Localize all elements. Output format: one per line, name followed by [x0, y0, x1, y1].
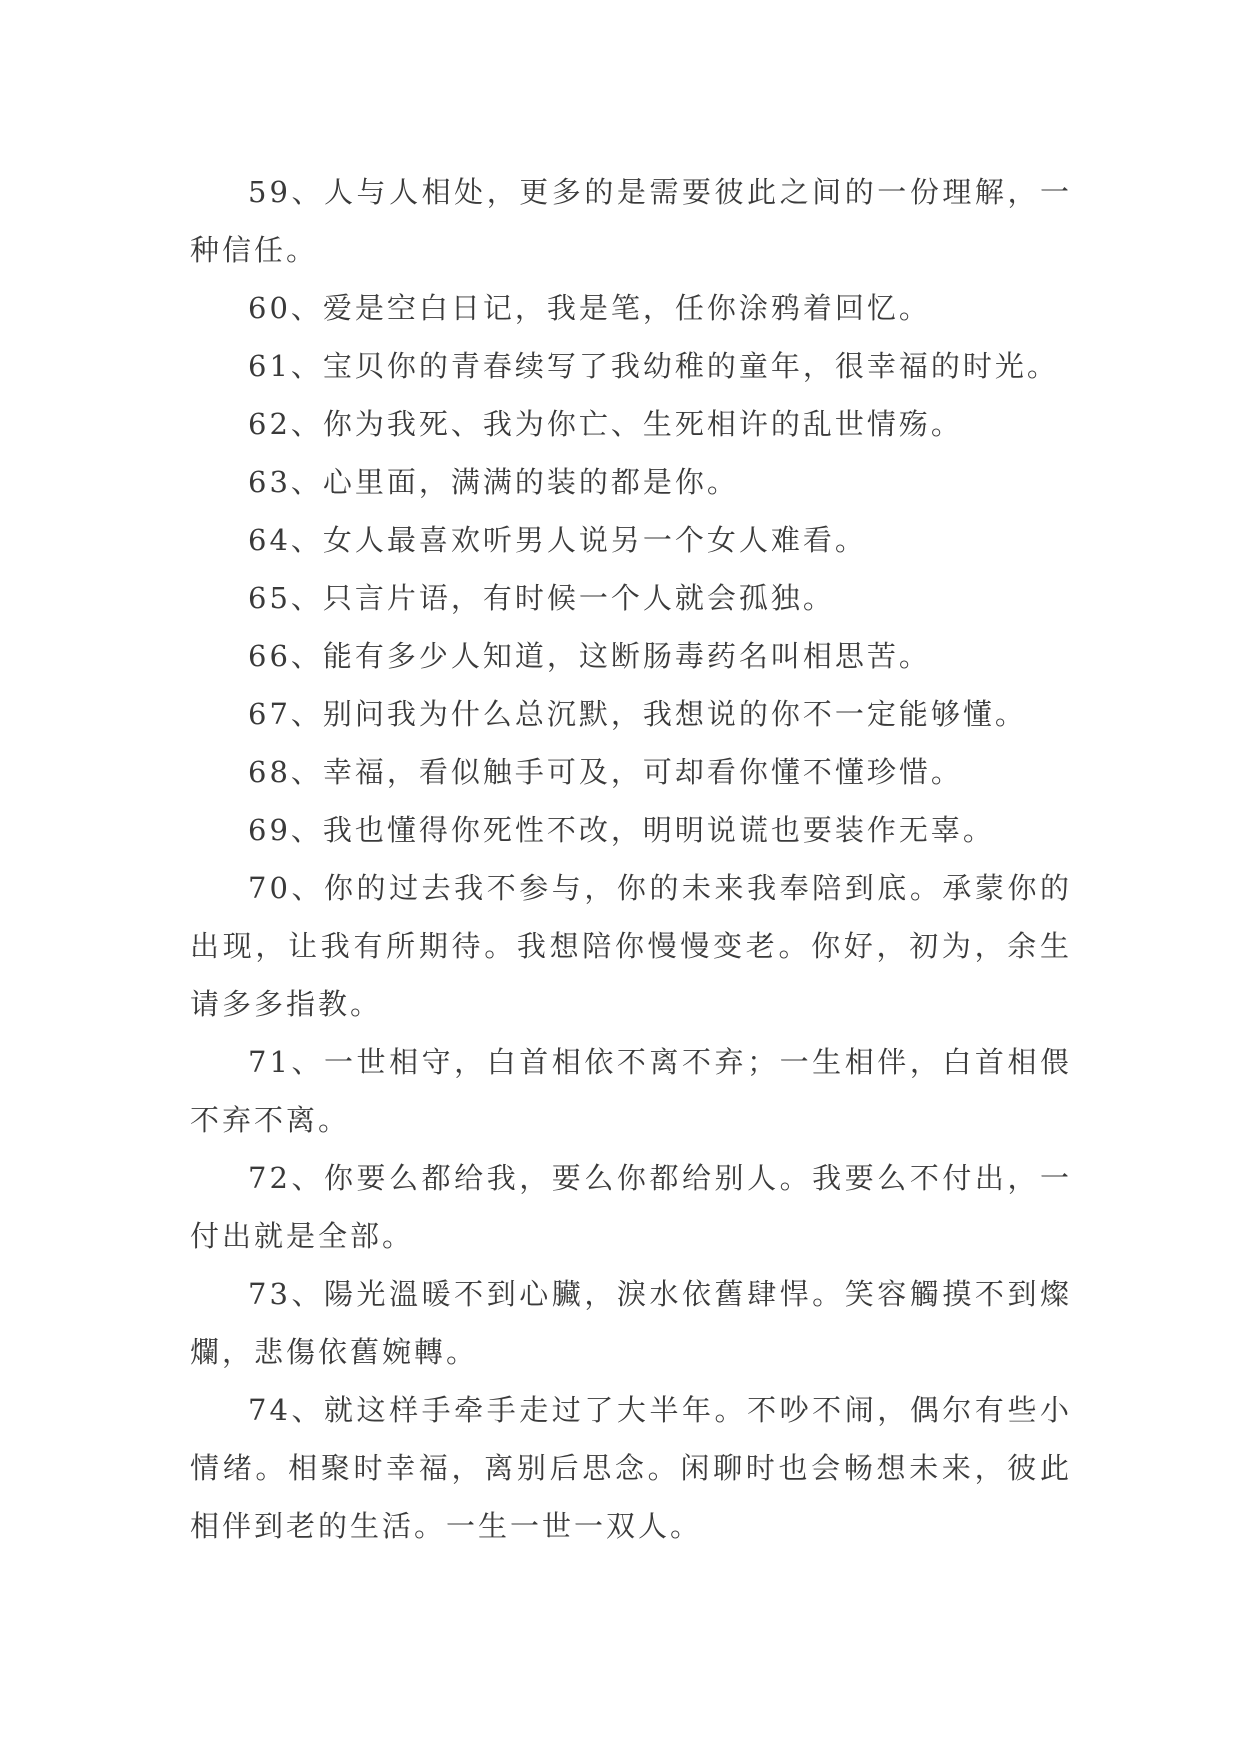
paragraph-63: 63、心里面，满满的装的都是你。: [248, 465, 739, 499]
paragraph-66: 66、能有多少人知道，这断肠毒药名叫相思苦。: [248, 639, 931, 673]
document-body: [190, 163, 1072, 1555]
paragraph-59: 59、人与人相处，更多的是需要彼此之间的一份理解，一种信任。: [190, 175, 1072, 267]
paragraph-62: 62、你为我死、我为你亡、生死相许的乱世情殇。: [248, 407, 963, 441]
paragraph-61: 61、宝贝你的青春续写了我幼稚的童年，很幸福的时光。: [248, 349, 1059, 383]
paragraph-71: 71、一世相守，白首相依不离不弃；一生相伴，白首相偎不弃不离。: [190, 1045, 1072, 1137]
paragraph-60: 60、爱是空白日记，我是笔，任你涂鸦着回忆。: [248, 291, 931, 325]
paragraph-68: 68、幸福，看似触手可及，可却看你懂不懂珍惜。: [248, 755, 963, 789]
paragraph-70: 70、你的过去我不参与，你的未来我奉陪到底。承蒙你的出现，让我有所期待。我想陪你慢慢变老。你好，初为，余生请多多指教。: [190, 871, 1072, 1021]
paragraph-72: 72、你要么都给我，要么你都给别人。我要么不付出，一付出就是全部。: [190, 1161, 1072, 1253]
paragraph-69: 69、我也懂得你死性不改，明明说谎也要装作无辜。: [248, 813, 995, 847]
paragraph-73: 73、陽光溫暖不到心臟，淚水依舊肆悍。笑容觸摸不到燦爛，悲傷依舊婉轉。: [190, 1277, 1072, 1369]
paragraph-67: 67、别问我为什么总沉默，我想说的你不一定能够懂。: [248, 697, 1027, 731]
paragraph-74: 74、就这样手牵手走过了大半年。不吵不闹，偶尔有些小情绪。相聚时幸福，离别后思念。闲聊时也会畅想未来，彼此相伴到老的生活。一生一世一双人。: [190, 1393, 1072, 1543]
paragraph-65: 65、只言片语，有时候一个人就会孤独。: [248, 581, 835, 615]
paragraph-64: 64、女人最喜欢听男人说另一个女人难看。: [248, 523, 867, 557]
